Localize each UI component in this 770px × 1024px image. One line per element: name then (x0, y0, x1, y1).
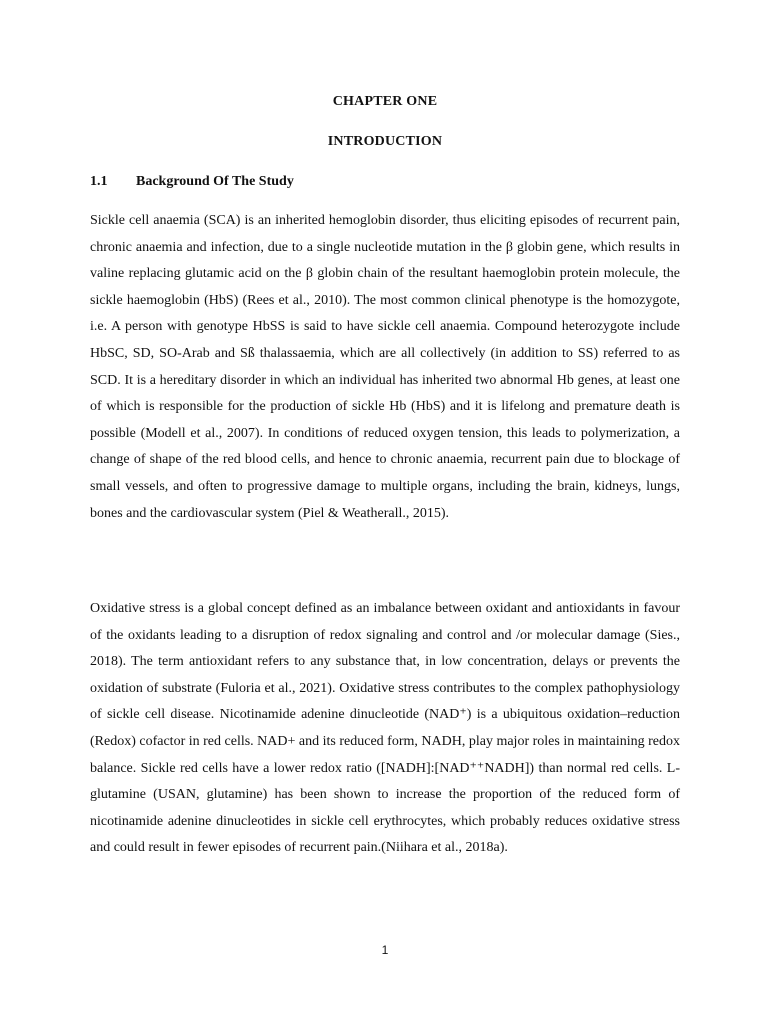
chapter-title: CHAPTER ONE (332, 94, 438, 109)
paragraph-oxidative-stress: Oxidative stress is a global concept defined as an imbalance between oxidant and antioxidants in favour of the oxidants leading to a disruption of redox signaling and control and /or molecular damage (Sies., 2018). The term antioxidant refers to any substance that, in low concentration, delays or prevents the oxidation of substrate (Fuloria et al., 2021). Oxidative stress contributes to the complex pathophysiology of sickle cell disease. Nicotinamide adenine dinucleotide (NAD⁺) is a ubiquitous oxidation–reduction (Redox) cofactor in red cells. NAD+ and its reduced form, NADH, play major roles in maintaining redox balance. Sickle red cells have a lower redox ratio ([NADH]:[NAD⁺⁺NADH]) than normal red cells. L-glutamine (USAN, glutamine) has been shown to increase the proportion of the reduced form of nicotinamide adenine dinucleotides in sickle cell erythrocytes, which probably reduces oxidative stress and could result in fewer episodes of recurrent pain.(Niihara et al., 2018a). (90, 601, 680, 856)
subsection-number: 1.1 (90, 174, 108, 189)
page-number: 1 (381, 943, 389, 957)
subsection-title: Background Of The Study (136, 174, 294, 189)
paragraph-background: Sickle cell anaemia (SCA) is an inherited hemoglobin disorder, thus eliciting episodes of recurrent pain, chronic anaemia and infection, due to a single nucleotide mutation in the β globin gene, which results in valine replacing glutamic acid on the β globin chain of the resultant haemoglobin protein molecule, the sickle haemoglobin (HbS) (Rees et al., 2010). The most common clinical phenotype is the homozygote, i.e. A person with genotype HbSS is said to have sickle cell anaemia. Compound heterozygote include HbSC, SD, SO-Arab and Sß thalassaemia, which are all collectively (in addition to SS) referred to as SCD. It is a hereditary disorder in which an individual has inherited two abnormal Hb genes, at least one of which is responsible for the production of sickle Hb (HbS) and it is lifelong and premature death is possible (Modell et al., 2007). In conditions of reduced oxygen tension, this leads to polymerization, a change of shape of the red blood cells, and hence to chronic anaemia, recurrent pain due to blockage of small vessels, and often to progressive damage to multiple organs, including the brain, kidneys, lungs, bones and the cardiovascular system (Piel & Weatherall., 2015). (90, 213, 680, 521)
subsection-heading (90, 174, 294, 190)
section-title: INTRODUCTION (327, 134, 443, 149)
